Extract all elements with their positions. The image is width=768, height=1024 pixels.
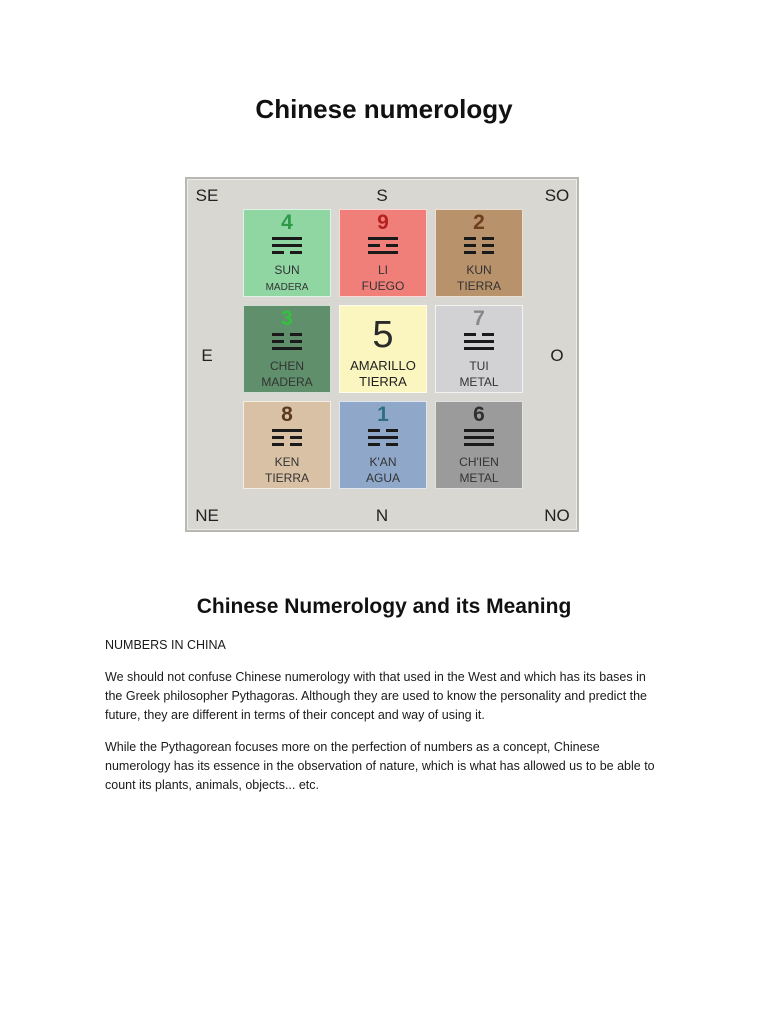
grid-cell-ken: [243, 401, 331, 489]
cell-element: FUEGO: [361, 279, 405, 293]
broken-line: [272, 443, 302, 446]
trigram-icon: [368, 237, 398, 258]
cell-name: CH'IEN: [459, 455, 499, 469]
broken-line: [368, 429, 398, 432]
cell-element: TIERRA: [359, 374, 407, 389]
direction-ne-label: NE: [195, 506, 219, 525]
solid-line: [272, 244, 302, 247]
cell-element: METAL: [459, 471, 499, 485]
direction-no-label: NO: [544, 506, 570, 525]
solid-line: [272, 347, 302, 350]
cell-number: 9: [377, 211, 389, 234]
cell-name: TUI: [469, 359, 489, 373]
grid-cell-kun: [435, 209, 523, 297]
trigram-icon: [464, 237, 494, 258]
paragraph: While the Pythagorean focuses more on the perfection of numbers as a concept, Chinese numerology has its essence in the observation of nature, which is what has allowed us to be able to count its plants, animals, objects... etc.: [105, 740, 655, 792]
cell-element: TIERRA: [264, 471, 309, 485]
solid-line: [272, 429, 302, 432]
solid-line: [464, 340, 494, 343]
lo-shu-grid: [243, 209, 523, 501]
solid-line: [272, 237, 302, 240]
trigram-icon: [272, 333, 302, 354]
trigram-icon: [368, 429, 398, 450]
direction-so-label: SO: [544, 186, 570, 205]
cell-element: MADERA: [265, 282, 309, 293]
direction-e-label: E: [201, 346, 213, 365]
direction-n-label: N: [375, 506, 389, 525]
grid-cell-center: [339, 305, 427, 393]
cell-number: 6: [473, 403, 485, 426]
solid-line: [368, 251, 398, 254]
paragraph: We should not confuse Chinese numerology with that used in the West and which has its bases in the Greek philosopher Pythagoras. Although they are used to know the personality and predict the future, they are different in terms of their concept and way of using it.: [105, 670, 648, 722]
cell-number: 5: [372, 314, 394, 356]
broken-line: [272, 251, 302, 254]
broken-line: [272, 436, 302, 439]
broken-line: [272, 340, 302, 343]
direction-o-label: O: [550, 346, 564, 365]
cell-name: K'AN: [369, 455, 397, 469]
trigram-icon: [272, 429, 302, 450]
cell-number: 4: [281, 211, 293, 234]
solid-line: [464, 443, 494, 446]
solid-line: [368, 237, 398, 240]
cell-name: LI: [377, 263, 388, 277]
cell-element: MADERA: [261, 375, 313, 389]
cell-number: 8: [281, 403, 293, 426]
cell-element: TIERRA: [456, 279, 501, 293]
cell-name: KUN: [466, 263, 492, 277]
page-title: Chinese numerology: [255, 94, 513, 124]
grid-cell-sun: [243, 209, 331, 297]
grid-cell-chien: [435, 401, 523, 489]
broken-line: [464, 244, 494, 247]
cell-name: KEN: [274, 455, 300, 469]
broken-line: [464, 237, 494, 240]
direction-se-label: SE: [195, 186, 219, 205]
grid-cell-chen: [243, 305, 331, 393]
cell-number: 2: [473, 211, 485, 234]
trigram-icon: [464, 333, 494, 354]
cell-number: 1: [377, 403, 389, 426]
trigram-icon: [464, 429, 494, 450]
broken-line: [272, 333, 302, 336]
grid-cell-tui: [435, 305, 523, 393]
broken-line: [368, 244, 398, 247]
cell-element: METAL: [459, 375, 499, 389]
solid-line: [464, 436, 494, 439]
broken-line: [464, 251, 494, 254]
subheading: NUMBERS IN CHINA: [105, 638, 226, 652]
cell-number: 7: [473, 307, 485, 330]
cell-element: AGUA: [365, 471, 400, 485]
trigram-icon: [272, 237, 302, 258]
lo-shu-diagram: [185, 177, 579, 532]
broken-line: [368, 443, 398, 446]
cell-name: AMARILLO: [350, 358, 416, 373]
solid-line: [464, 429, 494, 432]
cell-number: 3: [281, 307, 293, 330]
grid-cell-kan: [339, 401, 427, 489]
solid-line: [464, 347, 494, 350]
section-heading: Chinese Numerology and its Meaning: [196, 595, 572, 618]
cell-name: CHEN: [269, 359, 304, 373]
cell-name: SUN: [274, 263, 300, 277]
grid-cell-li: [339, 209, 427, 297]
broken-line: [464, 333, 494, 336]
solid-line: [368, 436, 398, 439]
direction-s-label: S: [376, 186, 388, 205]
